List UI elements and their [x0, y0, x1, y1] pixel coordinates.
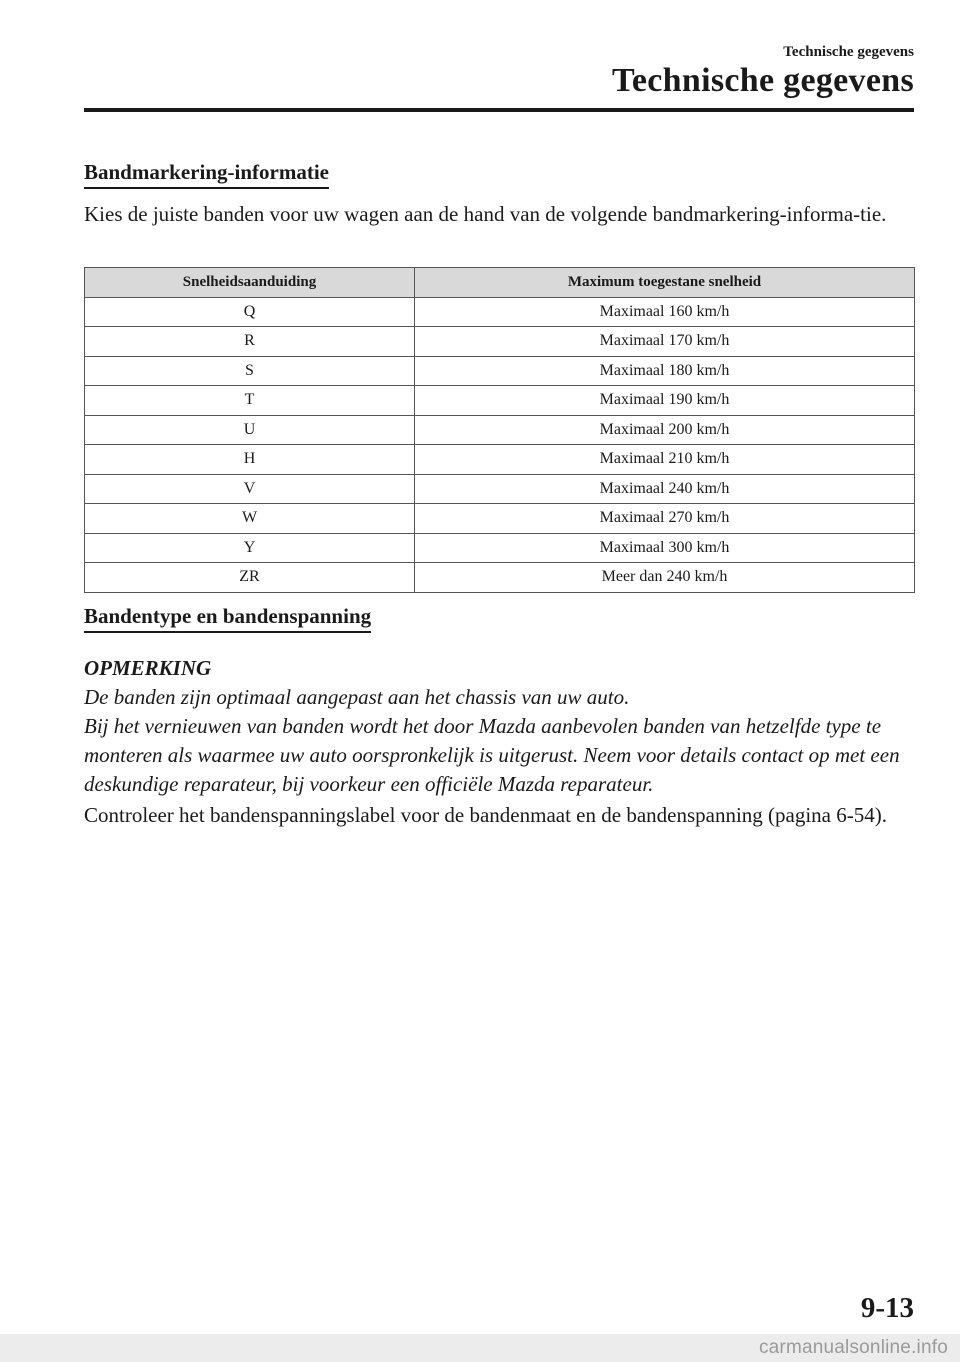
max-speed: Maximaal 200 km/h [415, 415, 915, 445]
speed-symbol: V [85, 474, 415, 504]
speed-symbol: S [85, 356, 415, 386]
table-row [85, 504, 915, 534]
table-row [85, 563, 915, 593]
table-row [85, 533, 915, 563]
table-row [85, 297, 915, 327]
speed-symbol: R [85, 327, 415, 357]
watermark-text: carmanualsonline.info [758, 1337, 948, 1358]
table-header-cell: Maximum toegestane snelheid [415, 268, 915, 298]
max-speed: Meer dan 240 km/h [415, 563, 915, 593]
max-speed: Maximaal 180 km/h [415, 356, 915, 386]
max-speed: Maximaal 160 km/h [415, 297, 915, 327]
speed-symbol: H [85, 445, 415, 475]
chapter-header-title: Technische gegevens [612, 62, 914, 99]
max-speed: Maximaal 170 km/h [415, 327, 915, 357]
note-heading: OPMERKING [84, 656, 212, 680]
table-row [85, 445, 915, 475]
speed-symbol: Q [85, 297, 415, 327]
max-speed: Maximaal 240 km/h [415, 474, 915, 504]
section-title-bandentype: Bandentype en bandenspanning [84, 604, 371, 633]
table-row [85, 386, 915, 416]
table-row [85, 327, 915, 357]
speed-rating-table [84, 267, 915, 593]
table-row [85, 415, 915, 445]
page-number: 9-13 [860, 1292, 914, 1324]
speed-symbol: ZR [85, 563, 415, 593]
speed-symbol: W [85, 504, 415, 534]
table-row [85, 474, 915, 504]
table-header-row [85, 268, 915, 298]
speed-symbol: U [85, 415, 415, 445]
speed-symbol: Y [85, 533, 415, 563]
max-speed: Maximaal 300 km/h [415, 533, 915, 563]
section-title-bandmarkering: Bandmarkering-informatie [84, 160, 329, 189]
table-header-cell: Snelheidsaanduiding [85, 268, 415, 298]
max-speed: Maximaal 270 km/h [415, 504, 915, 534]
table-row [85, 356, 915, 386]
section-intro-text: Kies de juiste banden voor uw wagen aan de hand van de volgende bandmarkering-informa-tie. [84, 202, 887, 226]
speed-symbol: T [85, 386, 415, 416]
max-speed: Maximaal 210 km/h [415, 445, 915, 475]
body-paragraph: Controleer het bandenspanningslabel voor de bandenmaat en de bandenspanning (pagina 6-54). [84, 803, 887, 827]
max-speed: Maximaal 190 km/h [415, 386, 915, 416]
header-divider [84, 108, 914, 112]
note-line: Bij het vernieuwen van banden wordt het door Mazda aanbevolen banden van hetzelfde type te monteren als waarmee uw auto oorspronkelijk is uitgerust. Neem voor details contact op met een deskundige reparateur, bij voorkeur een officiële Mazda reparateur. [84, 714, 900, 796]
note-line: De banden zijn optimaal aangepast aan het chassis van uw auto. [84, 685, 630, 709]
chapter-header-small: Technische gegevens [783, 44, 914, 60]
note-block [84, 654, 924, 799]
